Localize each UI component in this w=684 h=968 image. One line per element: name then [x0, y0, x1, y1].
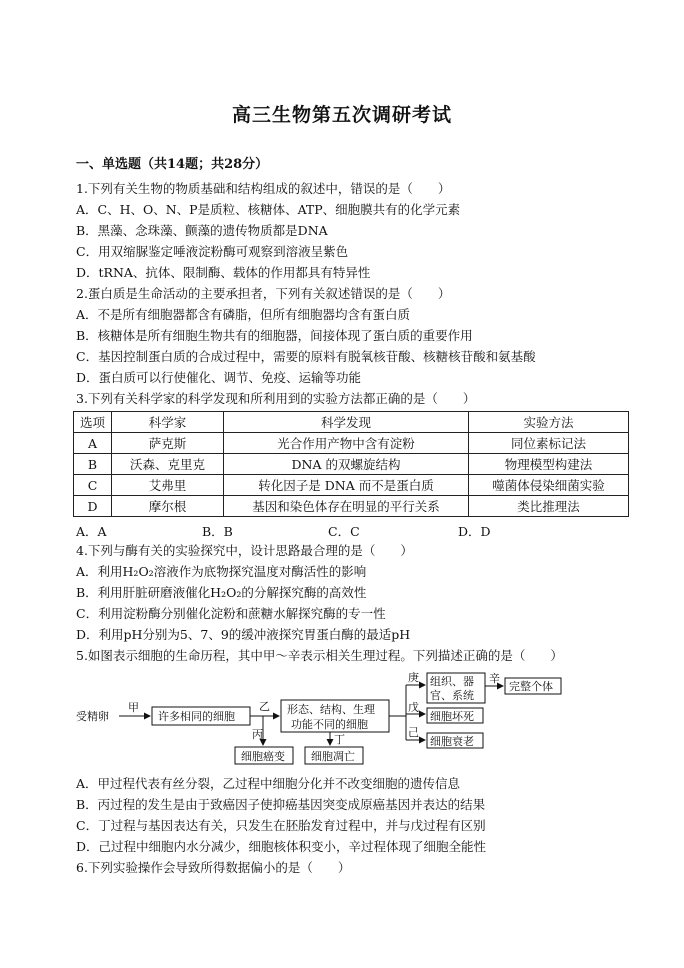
q5-option-a: A．甲过程代表有丝分裂，乙过程中细胞分化并不改变细胞的遗传信息: [76, 776, 461, 791]
diagram-wu-label: 戊: [408, 701, 419, 714]
table-cell: 物理模型构建法: [469, 454, 629, 475]
q3-option-c: C．C: [328, 524, 360, 539]
diagram-box-aging: 细胞衰老: [430, 735, 474, 748]
table-header-cell: 实验方法: [469, 412, 629, 433]
q3-table: [73, 411, 629, 517]
diagram-box-cancer: 细胞癌变: [241, 750, 285, 763]
q2-option-d: D．蛋白质可以行使催化、调节、免疫、运输等功能: [76, 370, 362, 385]
q3-option-b: B．B: [202, 524, 233, 539]
q4-option-c: C．利用淀粉酶分别催化淀粉和蔗糖水解探究酶的专一性: [76, 606, 386, 621]
diagram-xin-label: 辛: [489, 672, 500, 685]
table-header-cell: 科学发现: [224, 412, 469, 433]
q1-stem: 1.下列有关生物的物质基础和结构组成的叙述中，错误的是（ ）: [76, 181, 451, 196]
table-header-cell: 选项: [74, 412, 112, 433]
q2-stem: 2.蛋白质是生命活动的主要承担者，下列有关叙述错误的是（ ）: [76, 286, 451, 301]
q1-option-a: A．C、H、O、N、P是质粒、核糖体、ATP、细胞膜共有的化学元素: [76, 202, 461, 217]
table-cell: 光合作用产物中含有淀粉: [224, 433, 469, 454]
table-cell: A: [74, 433, 112, 454]
q1-option-c: C．用双缩脲鉴定唾液淀粉酶可观察到溶液呈紫色: [76, 244, 349, 259]
q3-option-a: A．A: [76, 524, 107, 539]
diagram-yi-label: 乙: [259, 700, 270, 713]
q3-option-d: D．D: [458, 524, 491, 539]
table-header-cell: 科学家: [112, 412, 224, 433]
table-row: [74, 454, 629, 475]
table-cell: 类比推理法: [469, 496, 629, 517]
q2-option-c: C．基因控制蛋白质的合成过程中，需要的原料有脱氧核苷酸、核糖核苷酸和氨基酸: [76, 349, 536, 364]
table-cell: 同位素标记法: [469, 433, 629, 454]
q2-option-b: B．核糖体是所有细胞生物共有的细胞器，间接体现了蛋白质的重要作用: [76, 328, 473, 343]
table-row: [74, 433, 629, 454]
section-heading: 一、单选题（共14题；共28分）: [76, 157, 269, 172]
table-row: [74, 496, 629, 517]
q1-option-b: B．黑藻、念珠藻、颤藻的遗传物质都是DNA: [76, 223, 328, 238]
diagram-ji-label: 己: [408, 726, 419, 739]
diagram-box-same-cells: 许多相同的细胞: [158, 710, 235, 723]
table-cell: 艾弗里: [112, 475, 224, 496]
diagram-box-necrosis: 细胞坏死: [430, 710, 474, 723]
q3-stem: 3.下列有关科学家的科学发现和所利用到的实验方法都正确的是（ ）: [76, 391, 476, 406]
table-cell: DNA 的双螺旋结构: [224, 454, 469, 475]
diagram-box-tissue-line2: 官、系统: [430, 689, 474, 702]
q5-option-c: C．丁过程与基因表达有关，只发生在胚胎发育过程中，并与戊过程有区别: [76, 818, 486, 833]
table-cell: D: [74, 496, 112, 517]
exam-title: 高三生物第五次调研考试: [231, 104, 452, 126]
table-cell: 噬菌体侵染细菌实验: [469, 475, 629, 496]
diagram-box-tissue-line1: 组织、器: [430, 675, 474, 688]
table-cell: B: [74, 454, 112, 475]
cell-life-history-diagram: [76, 670, 566, 770]
diagram-box-diff-line1: 形态、结构、生理: [287, 703, 375, 716]
table-cell: 转化因子是 DNA 而不是蛋白质: [224, 475, 469, 496]
q6-stem: 6.下列实验操作会导致所得数据偏小的是（ ）: [76, 860, 351, 875]
table-cell: 基因和染色体存在明显的平行关系: [224, 496, 469, 517]
q4-option-d: D．利用pH分别为5、7、9的缓冲液探究胃蛋白酶的最适pH: [76, 627, 411, 642]
diagram-ding-label: 丁: [334, 733, 345, 746]
table-cell: 沃森、克里克: [112, 454, 224, 475]
diagram-box-diff-line2: 功能不同的细胞: [291, 718, 368, 731]
q1-option-d: D．tRNA、抗体、限制酶、载体的作用都具有特异性: [76, 265, 371, 280]
q4-stem: 4.下列与酶有关的实验探究中，设计思路最合理的是（ ）: [76, 543, 413, 558]
table-row: [74, 475, 629, 496]
q2-option-a: A．不是所有细胞器都含有磷脂，但所有细胞器均含有蛋白质: [76, 307, 411, 322]
diagram-start-label: 受精卵: [76, 710, 109, 723]
q5-option-d: D．己过程中细胞内水分减少，细胞核体积变小，辛过程体现了细胞全能性: [76, 839, 487, 854]
table-cell: 摩尔根: [112, 496, 224, 517]
table-header-row: [74, 412, 629, 433]
diagram-jia-label: 甲: [128, 701, 139, 714]
q5-stem: 5.如图表示细胞的生命历程，其中甲～辛表示相关生理过程。下列描述正确的是（ ）: [76, 648, 563, 663]
table-cell: C: [74, 475, 112, 496]
table-cell: 萨克斯: [112, 433, 224, 454]
q4-option-b: B．利用肝脏研磨液催化H₂O₂的分解探究酶的高效性: [76, 585, 367, 600]
diagram-box-whole-individual: 完整个体: [509, 680, 553, 693]
diagram-bing-label: 丙: [252, 728, 263, 741]
q4-option-a: A．利用H₂O₂溶液作为底物探究温度对酶活性的影响: [76, 564, 367, 579]
q5-option-b: B．丙过程的发生是由于致癌因子使抑癌基因突变成原癌基因并表达的结果: [76, 797, 486, 812]
diagram-box-apoptosis: 细胞凋亡: [311, 750, 355, 763]
diagram-geng-label: 庚: [408, 671, 419, 684]
